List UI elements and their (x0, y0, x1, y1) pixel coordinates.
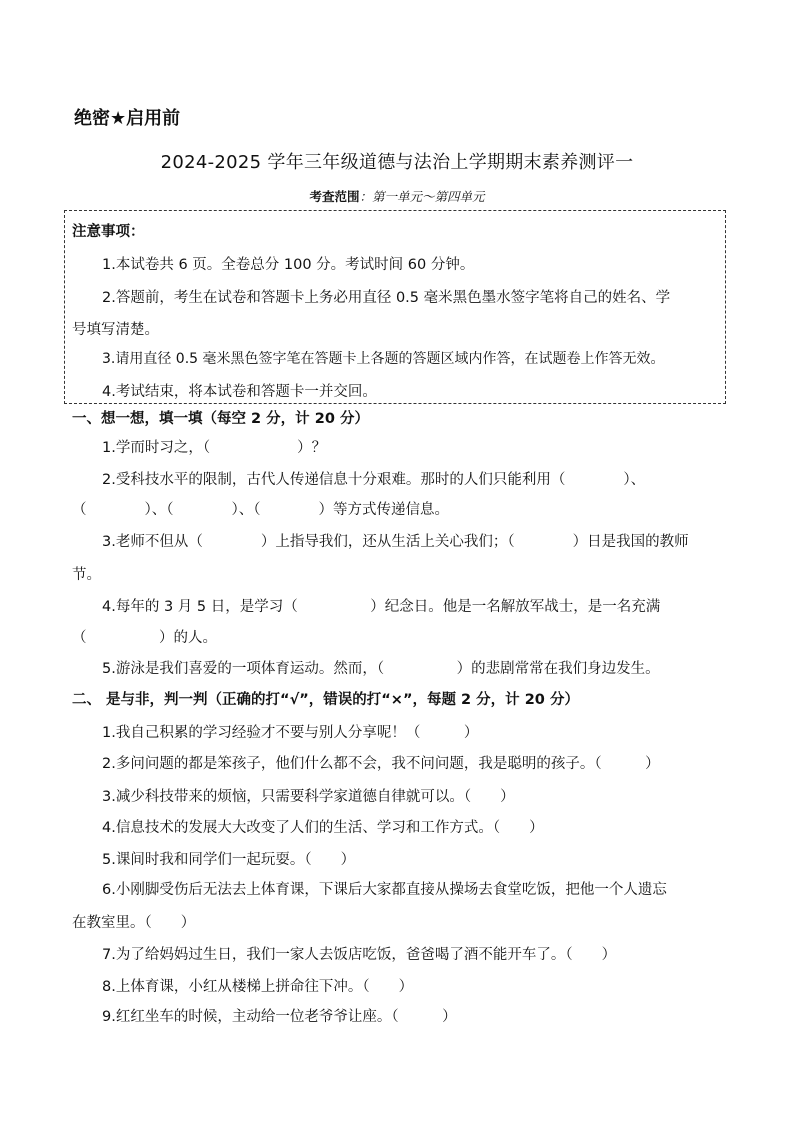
question-line: 3.老师不但从（ ）上指导我们，还从生活上关心我们；（ ）日是我国的教师 (102, 534, 689, 550)
exam-title: 2024-2025 学年三年级道德与法治上学期期末素养测评一 (160, 152, 634, 173)
question-line: 2.受科技水平的限制，古代人传递信息十分艰难。那时的人们只能利用（ ）、 (102, 472, 646, 488)
question-line: 5.游泳是我们喜爱的一项体育运动。然而，（ ）的悲剧常常在我们身边发生。 (102, 661, 660, 677)
question-line: 9.红红坐车的时候，主动给一位老爷爷让座。（ ） (102, 1009, 457, 1025)
section-heading: 一、想一想，填一填（每空 2 分，计 20 分） (72, 411, 369, 427)
question-line: 4.每年的 3 月 5 日，是学习（ ）纪念日。他是一名解放军战士，是一名充满 (102, 599, 661, 615)
question-line: 7.为了给妈妈过生日，我们一家人去饭店吃饭，爸爸喝了酒不能开车了。（ ） (102, 947, 617, 963)
notice-item: 4.考试结束，将本试卷和答题卡一并交回。 (102, 384, 377, 400)
question-line: 3.减少科技带来的烦恼，只需要科学家道德自律就可以。（ ） (102, 789, 515, 805)
notice-box (64, 210, 726, 404)
notice-item: 1.本试卷共 6 页。全卷总分 100 分。考试时间 60 分钟。 (102, 257, 475, 273)
section-heading: 二、 是与非，判一判（正确的打“√”，错误的打“×”，每题 2 分，计 20 分） (72, 692, 579, 708)
question-line: 4.信息技术的发展大大改变了人们的生活、学习和工作方式。（ ） (102, 820, 544, 836)
notice-item: 号填写清楚。 (72, 322, 159, 338)
scope-value: ：第一单元～第四单元 (359, 189, 485, 204)
question-line: 5.课间时我和同学们一起玩耍。（ ） (102, 852, 356, 868)
question-line: 节。 (72, 567, 101, 583)
confidential-label: 绝密★启用前 (74, 108, 181, 129)
question-line: 8.上体育课，小红从楼梯上拼命往下冲。（ ） (102, 979, 414, 995)
question-line: 6.小刚脚受伤后无法去上体育课，下课后大家都直接从操场去食堂吃饭，把他一个人遗忘 (102, 882, 667, 898)
notice-item: 3.请用直径 0.5 毫米黑色签字笔在答题卡上各题的答题区域内作答，在试题卷上作答无效。 (102, 351, 665, 367)
question-line: （ ）、（ ）、（ ）等方式传递信息。 (72, 502, 449, 518)
notice-item: 2.答题前，考生在试卷和答题卡上务必用直径 0.5 毫米黑色墨水签字笔将自己的姓名、学 (102, 290, 671, 306)
notice-heading: 注意事项： (72, 224, 145, 240)
scope-label: 考查范围 (309, 189, 360, 204)
question-line: 2.多问问题的都是笨孩子，他们什么都不会，我不问问题，我是聪明的孩子。（ ） (102, 756, 660, 772)
question-line: 1.我自己积累的学习经验才不要与别人分享呢！（ ） (102, 725, 479, 741)
question-line: 在教室里。（ ） (72, 915, 196, 931)
question-line: 1.学而时习之，（ ）？ (102, 440, 327, 456)
exam-scope (0, 187, 794, 205)
question-line: （ ）的人。 (72, 630, 217, 646)
